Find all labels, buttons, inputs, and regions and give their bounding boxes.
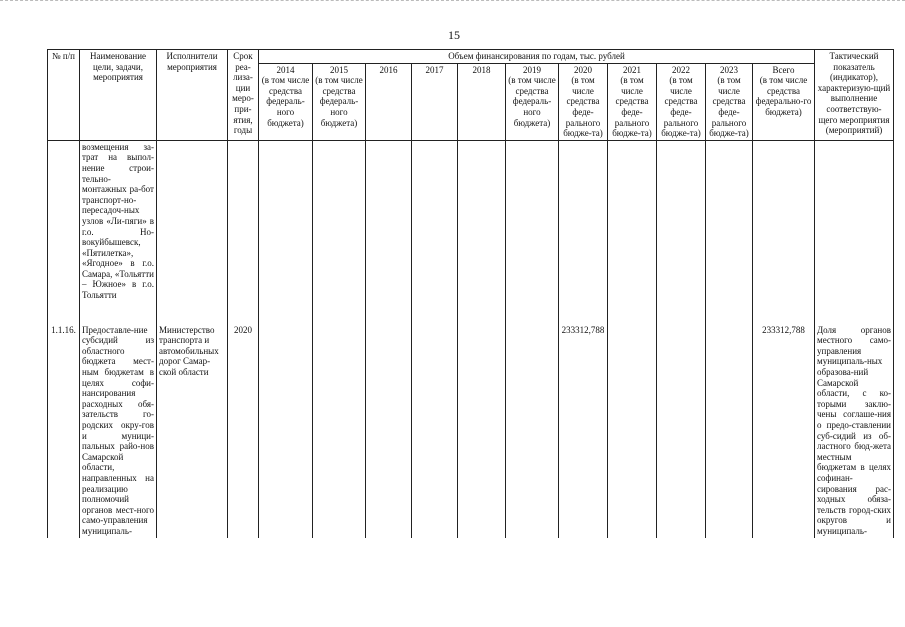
- year-header-2018: 2018: [458, 63, 506, 140]
- year-header-2021: 2021 (в том числе средства феде-рального бюдже-та): [608, 63, 657, 140]
- year-header-total: Всего (в том числе средства федерально-го бюджета): [753, 63, 815, 140]
- year-header-2023: 2023 (в том числе средства феде-рального бюдже-та): [706, 63, 753, 140]
- year-header-2017: 2017: [412, 63, 458, 140]
- header-num: № п/п: [48, 50, 80, 141]
- header-name: Наименование цели, задачи, мероприятия: [80, 50, 157, 141]
- header-executors: Исполнители мероприятия: [157, 50, 228, 141]
- year-header-2016: 2016: [366, 63, 412, 140]
- row-total: 233312,788: [753, 324, 815, 538]
- year-header-2020: 2020 (в том числе средства феде-рального бюдже-та): [559, 63, 608, 140]
- year-header-2014: 2014 (в том числе средства федераль-ного бюджета): [259, 63, 313, 140]
- year-header-2019: 2019 (в том числе средства федераль-ного бюджета): [506, 63, 559, 140]
- table-row-continuation: [48, 140, 894, 301]
- financing-table: [47, 49, 894, 538]
- year-header-2015: 2015 (в том числе средства федераль-ного бюджета): [313, 63, 366, 140]
- year-header-2022: 2022 (в том числе средства феде-рального бюдже-та): [657, 63, 706, 140]
- row-value-2020: 233312,788: [559, 324, 608, 538]
- page-top-edge: [0, 0, 905, 3]
- row-term: 2020: [228, 324, 259, 538]
- row-num: 1.1.16.: [48, 324, 80, 538]
- header-term: Срок реа-лиза-ции меро-при-ятия, годы: [228, 50, 259, 141]
- table-row-spacer: [48, 302, 894, 324]
- row-indicator: Доля органов местного само-управления муниципаль-ных образова-ний Самарской области, с ко-торыми заклю-чены соглаше-ния о предо-ставлении суб-сидий из об-ластного бюд-жета местным бюджетам в целях софинан-сирования рас-ходных обяза-тельств город-ских округов и муниципаль-: [815, 324, 894, 538]
- header-funding: Объем финансирования по годам, тыс. рублей: [259, 50, 815, 64]
- header-indicator: Тактический показатель (индикатор), характеризую-щий выполнение соответствую-щего мероприятия (мероприятий): [815, 50, 894, 141]
- page-number: 15: [448, 28, 460, 42]
- continuation-name: возмещения за-трат на выпол-нение строи-тельно-монтажных ра-бот транспорт-но-пересадоч-ных узлов «Ли-пяги» в г.о. Но-вокуйбышевск, «Пятилетка», «Ягодное» в г.о. Самара, «Тольятти – Южное» в г.о. Тольятти: [80, 140, 157, 301]
- row-name: Предоставле-ние субсидий из областного бюджета мест-ным бюджетам в целях софи-нансирования расходных обя-зательств го-родских окру-гов и муници-пальных райо-нов Самарской области, направленных на реализацию полномочий органов мест-ного само-управления муниципаль-: [80, 324, 157, 538]
- row-executor: Министерство транспорта и автомобильных дорог Самар-ской области: [157, 324, 228, 538]
- table-row-1-1-16: [48, 324, 894, 538]
